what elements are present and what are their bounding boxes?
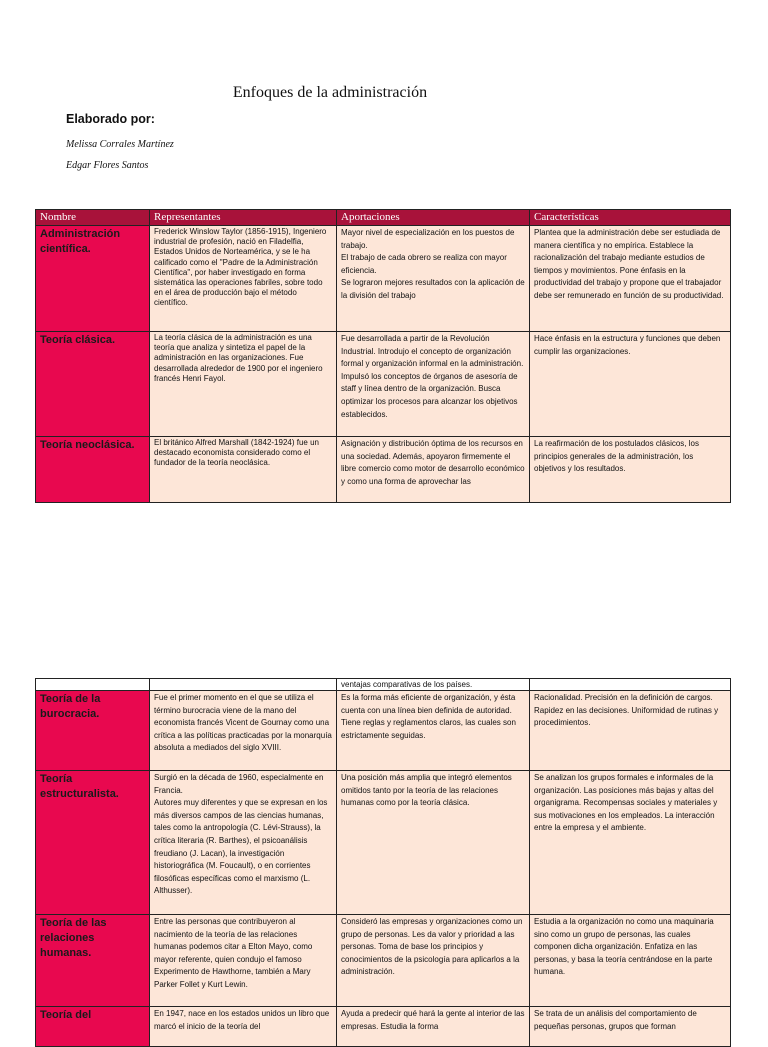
- author-name: Edgar Flores Santos: [66, 160, 149, 171]
- row-caracteristicas: Racionalidad. Precisión en la definición de cargos. Rapidez en las decisiones. Uniformidad de rutinas y procedimientos.: [530, 691, 731, 771]
- row-representantes: Entre las personas que contribuyeron al nacimiento de la teoría de las relaciones humanas podemos citar a Elton Mayo, como mayor referente, quien condujo el famoso Experimento de Hawthorne, también a Mary Parker Follet y Kurt Lewin.: [150, 915, 337, 1007]
- row-caracteristicas: Se trata de un análisis del comportamiento de pequeñas personas, grupos que forman: [530, 1007, 731, 1047]
- table-row: [36, 1007, 731, 1047]
- row-name: Teoría estructuralista.: [36, 771, 150, 915]
- row-aportaciones: Asignación y distribución óptima de los recursos en una sociedad. Además, apoyaron firmemente el libre comercio como motor de desarrollo económico y como una forma de aprovechar las: [337, 437, 530, 503]
- row-representantes: El británico Alfred Marshall (1842-1924) fue un destacado economista considerado como el fundador de la teoría neoclásica.: [150, 437, 337, 503]
- header-nombre: Nombre: [36, 210, 150, 226]
- header-representantes: Representantes: [150, 210, 337, 226]
- table-row: [36, 691, 731, 771]
- row-representantes: Fue el primer momento en el que se utiliza el término burocracia viene de la mano del economista francés Vicent de Gournay como una crítica a las políticas practicadas por la monarquía absoluta a mediados del siglo XVIII.: [150, 691, 337, 771]
- row-representantes: Surgió en la década de 1960, especialmente en Francia. Autores muy diferentes y que se expresan en los más diversos campos de las ciencias humanas, tales como la antropología (C. Lévi-Strauss), la crítica literaria (R. Barthes), el psicoanálisis freudiano (J. Lacan), la investigación historiográfica (M. Foucault), o en corrientes filosóficas específicas como el marxismo (L. Althusser).: [150, 771, 337, 915]
- row-caracteristicas: La reafirmación de los postulados clásicos, los principios generales de la administración, los objetivos y los resultados.: [530, 437, 731, 503]
- header-caracteristicas: Características: [530, 210, 731, 226]
- approaches-table-part-2: [35, 678, 731, 1047]
- row-aportaciones: Fue desarrollada a partir de la Revolución Industrial. Introdujo el concepto de organización formal y organización informal en la administración. Impulsó los conceptos de órganos de asesoría de staff y línea dentro de la organización. Busca optimizar los procesos para alcanzar los objetivos establecidos.: [337, 332, 530, 437]
- row-name: Teoría del: [36, 1007, 150, 1047]
- table-row: [36, 679, 731, 691]
- row-caracteristicas: Plantea que la administración debe ser estudiada de manera científica y no empírica. Establece la racionalización del trabajo mediante estudios de tiempos y movimientos. Pone énfasis en la productividad del trabajo y propone que el trabajador debe ser remunerado en función de su productividad.: [530, 226, 731, 332]
- header-aportaciones: Aportaciones: [337, 210, 530, 226]
- table-row: [36, 771, 731, 915]
- row-representantes: La teoría clásica de la administración es una teoría que analiza y sintetiza el papel de la administración en las organizaciones. Fue desarrollada alrededor de 1900 por el ingeniero francés Henri Fayol.: [150, 332, 337, 437]
- author-name: Melissa Corrales Martínez: [66, 139, 174, 150]
- table-row: [36, 437, 731, 503]
- row-caracteristicas: Estudia a la organización no como una maquinaria sino como un grupo de personas, las cuales componen dicha organización. Enfatiza en las personas, y basa la teoría centrándose en la parte humana.: [530, 915, 731, 1007]
- row-name: Teoría clásica.: [36, 332, 150, 437]
- elaborado-label: Elaborado por:: [66, 112, 155, 126]
- row-representantes: Frederick Winslow Taylor (1856-1915), Ingeniero industrial de profesión, nació en Filadelfia, Estados Unidos de Norteamérica, y se le ha calificado como el "Padre de la Administración Científica", por haber investigado en forma sistemática las operaciones fabriles, sobre todo en el área de producción bajo el método científico.: [150, 226, 337, 332]
- row-aportaciones: Mayor nivel de especialización en los puestos de trabajo. El trabajo de cada obrero se realiza con mayor eficiencia. Se lograron mejores resultados con la aplicación de la división del trabajo: [337, 226, 530, 332]
- document-title: Enfoques de la administración: [232, 84, 428, 101]
- row-name: Teoría de las relaciones humanas.: [36, 915, 150, 1007]
- row-aportaciones: Una posición más amplia que integró elementos omitidos tanto por la teoría de las relaciones humanas como por la teoría clásica.: [337, 771, 530, 915]
- table-row: [36, 332, 731, 437]
- row-name: Teoría neoclásica.: [36, 437, 150, 503]
- row-caracteristicas: Hace énfasis en la estructura y funciones que deben cumplir las organizaciones.: [530, 332, 731, 437]
- row-name: Administración científica.: [36, 226, 150, 332]
- approaches-table-part-1: [35, 209, 731, 503]
- table-row: [36, 915, 731, 1007]
- row-aportaciones: Ayuda a predecir qué hará la gente al interior de las empresas. Estudia la forma: [337, 1007, 530, 1047]
- table-row: [36, 226, 731, 332]
- continuation-text: ventajas comparativas de los países.: [337, 679, 530, 691]
- row-caracteristicas: Se analizan los grupos formales e informales de la organización. Las posiciones más bajas y altas del organigrama. Recompensas sociales y materiales y sus motivaciones en los empleados. La interacción entre la empresa y el ambiente.: [530, 771, 731, 915]
- row-name: Teoría de la burocracia.: [36, 691, 150, 771]
- row-aportaciones: Consideró las empresas y organizaciones como un grupo de personas. Les da valor y prioridad a las personas. Toma de base los principios y conocimientos de la psicología para aplicarlos a la administración.: [337, 915, 530, 1007]
- row-aportaciones: Es la forma más eficiente de organización, y ésta cuenta con una línea bien definida de autoridad. Tiene reglas y reglamentos claros, las cuales son estrictamente seguidas.: [337, 691, 530, 771]
- row-representantes: En 1947, nace en los estados unidos un libro que marcó el inicio de la teoría del: [150, 1007, 337, 1047]
